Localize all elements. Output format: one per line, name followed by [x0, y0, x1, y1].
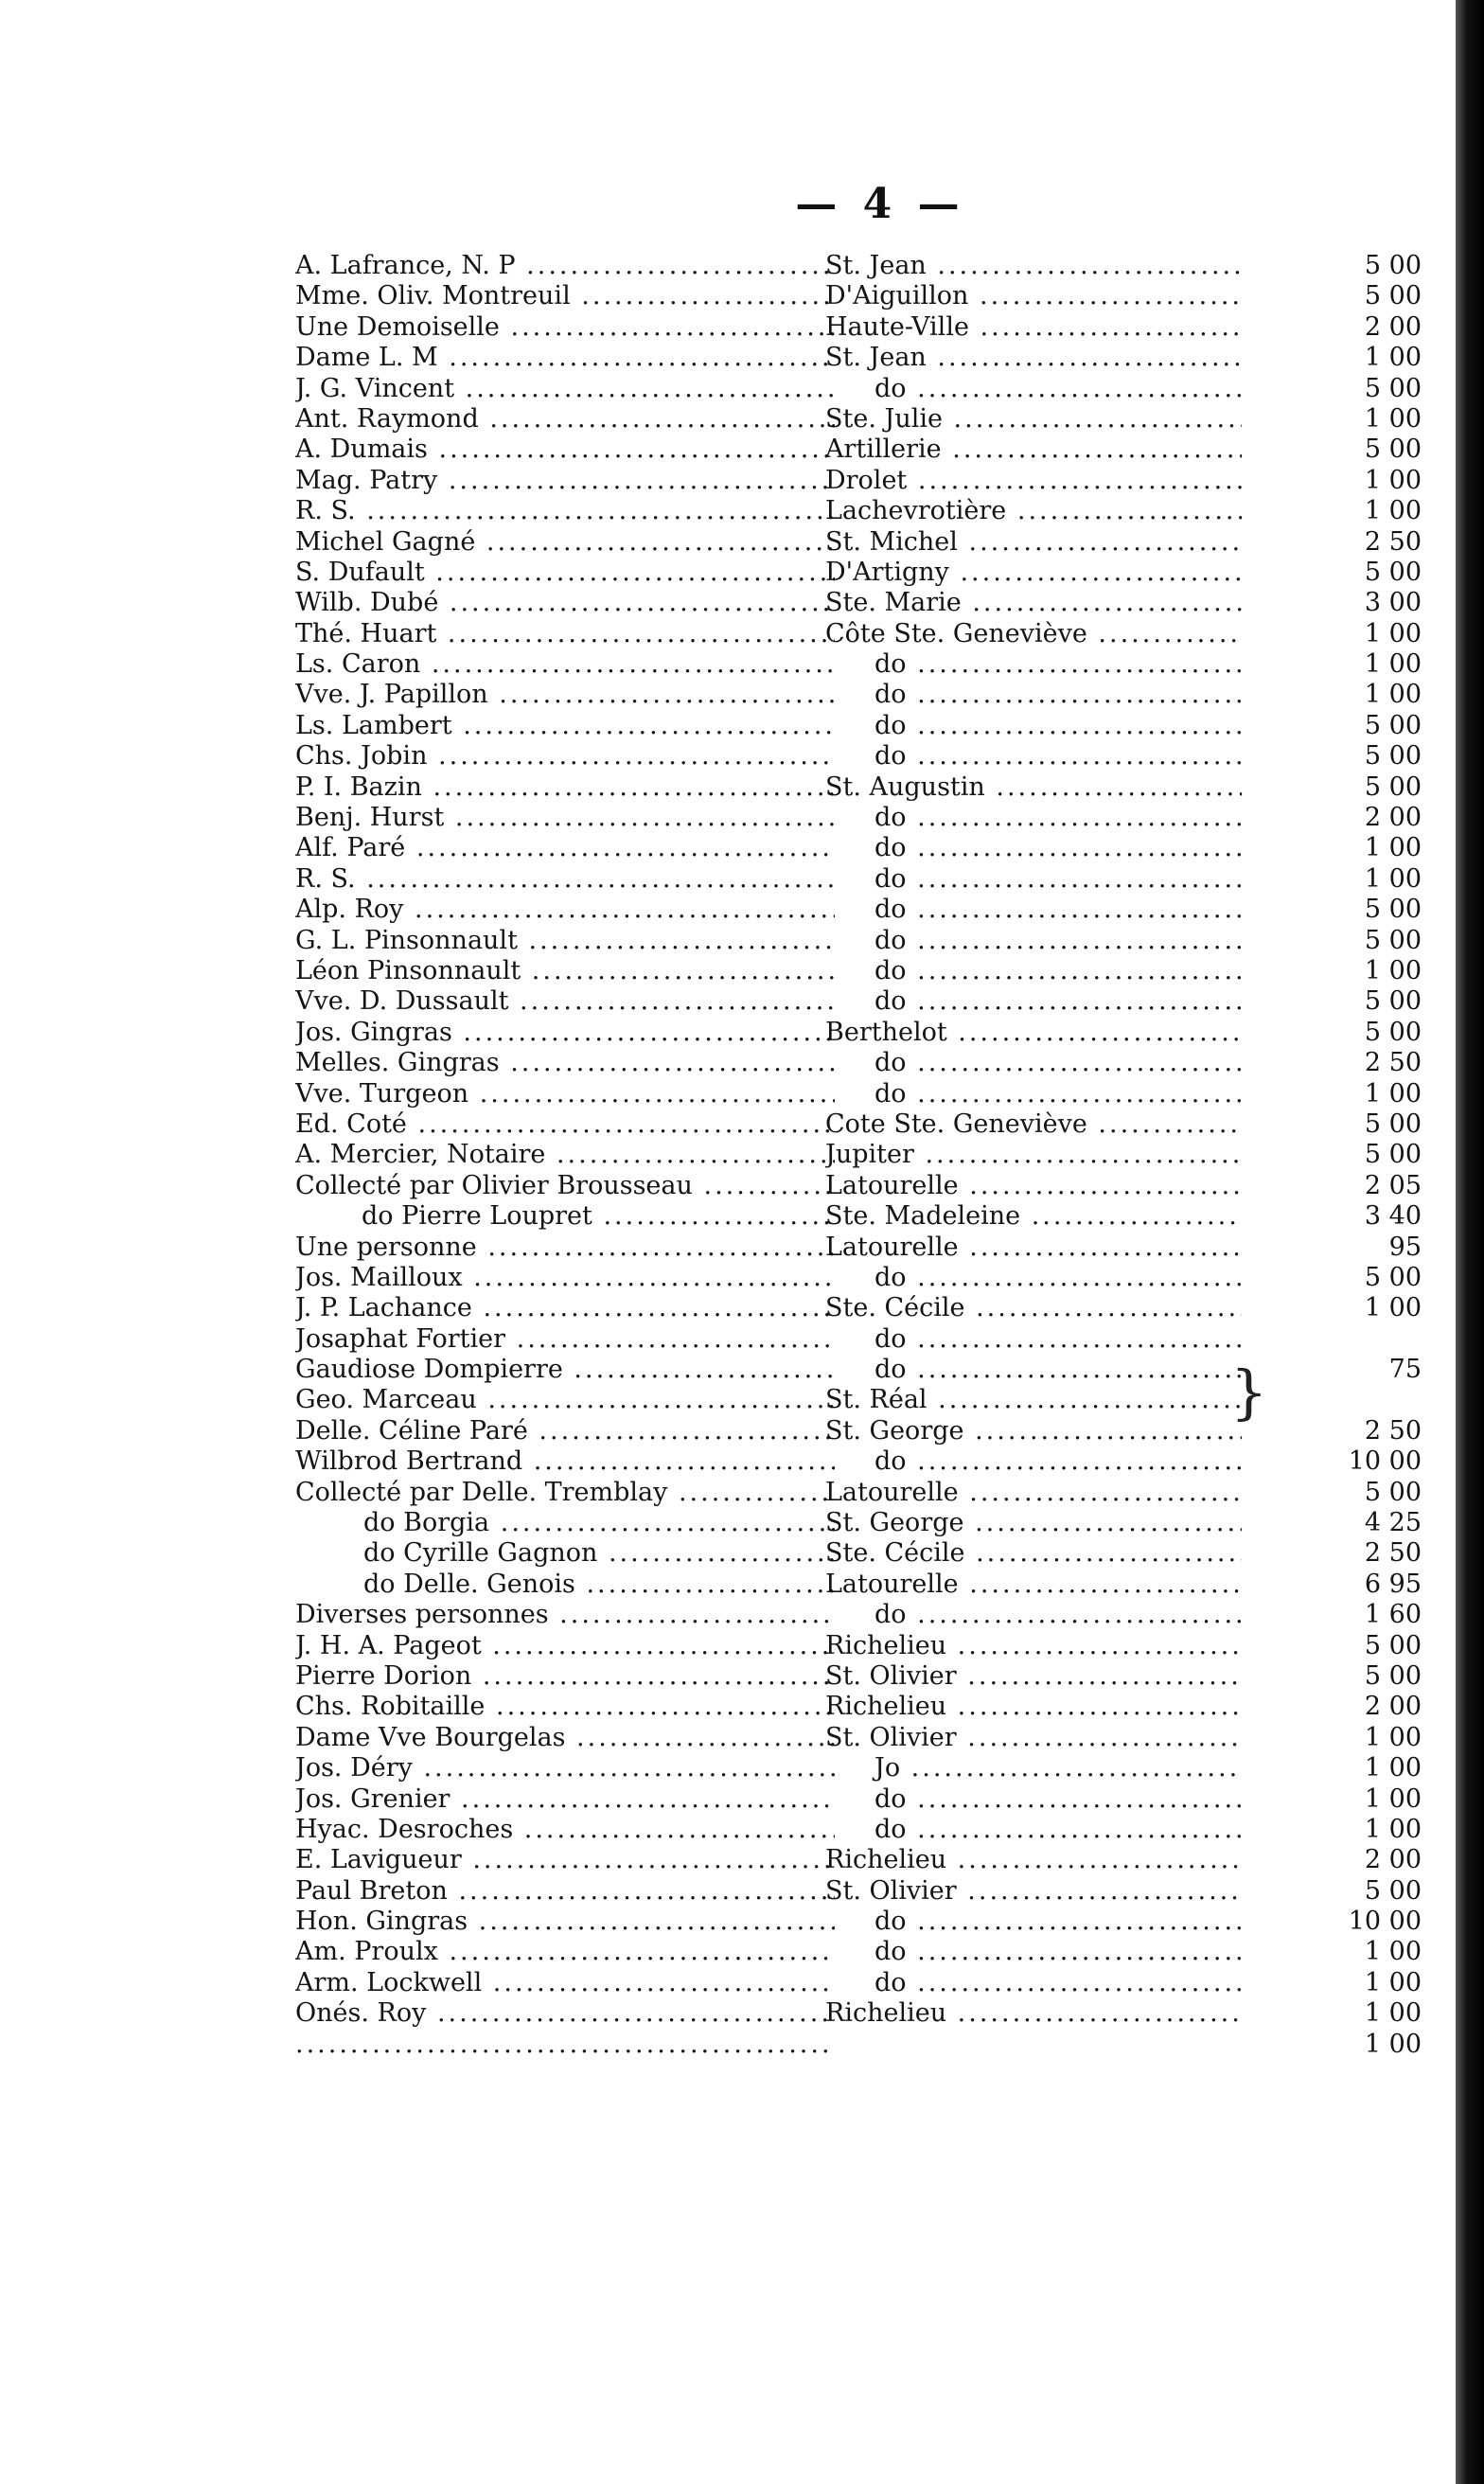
list-item: [295, 435, 1422, 465]
list-item: [295, 833, 1422, 863]
donor-name: Wilb. Dubé .....: [295, 588, 835, 618]
parish-place: Richelieu .....: [825, 1998, 1242, 2029]
amount: 1 00: [1364, 618, 1422, 648]
donor-name: Melles. Gingras .....: [295, 1048, 835, 1078]
donor-name: Hon. Gingras .....: [295, 1907, 835, 1937]
list-item: [295, 1876, 1422, 1907]
list-item: [295, 1845, 1422, 1875]
donor-name: Dame L. M .....: [295, 343, 835, 373]
list-item: [295, 649, 1422, 680]
donor-name: J. H. A. Pageot .....: [295, 1631, 835, 1661]
amount: 1 00: [1364, 955, 1422, 985]
list-item: [295, 1723, 1422, 1753]
list-item: [295, 986, 1422, 1017]
list-item: [295, 1784, 1422, 1815]
parish-place: St. Jean .....: [825, 343, 1242, 373]
list-item: [295, 680, 1422, 710]
parish-place: Ste. Madeleine .....: [825, 1201, 1242, 1232]
list-item: [295, 496, 1422, 526]
amount: 5 00: [1364, 1109, 1422, 1139]
donor-name: Jos. Grenier .....: [295, 1784, 835, 1815]
parish-place: Cote Ste. Geneviève .....: [825, 1109, 1242, 1140]
amount: 5 00: [1364, 710, 1422, 740]
parish-place: do .....: [825, 1263, 1242, 1293]
parish-place: St. Réal .....: [825, 1385, 1242, 1415]
list-item: [295, 711, 1422, 741]
parish-place: do .....: [825, 1600, 1242, 1630]
donor-name: S. Dufault .....: [295, 558, 835, 588]
list-item: [295, 1293, 1422, 1323]
parish-place: Richelieu .....: [825, 1845, 1242, 1875]
parish-place: do .....: [825, 1968, 1242, 1998]
list-item: [295, 312, 1422, 343]
list-item: [295, 1968, 1422, 1998]
donor-name: J. P. Lachance .....: [295, 1293, 835, 1323]
donor-name: Collecté par Delle. Tremblay .....: [295, 1478, 835, 1508]
amount: 1 00: [1364, 1814, 1422, 1844]
parish-place: Latourelle .....: [825, 1233, 1242, 1263]
amount: 1 00: [1364, 403, 1422, 434]
donor-name: Arm. Lockwell .....: [295, 1968, 835, 1998]
parish-place: do .....: [825, 680, 1242, 710]
parish-place: Ste. Cécile .....: [825, 1538, 1242, 1569]
donor-name: Thé. Huart .....: [295, 619, 835, 649]
list-item: [295, 404, 1422, 435]
donor-name: do Borgia .....: [295, 1508, 835, 1538]
list-item: [295, 1937, 1422, 1967]
parish-place: do .....: [825, 864, 1242, 895]
parish-place: St. Olivier .....: [825, 1661, 1242, 1692]
amount: 1 00: [1364, 1998, 1422, 2029]
donor-name: Ls. Caron .....: [295, 649, 835, 680]
amount: 1 00: [1364, 863, 1422, 894]
donor-name: Une personne .....: [295, 1233, 835, 1263]
amount: 2 50: [1364, 1415, 1422, 1446]
amount: 5 00: [1364, 772, 1422, 802]
parish-place: do .....: [825, 1784, 1242, 1815]
amount: 5 00: [1364, 1477, 1422, 1507]
list-item: [295, 466, 1422, 496]
donor-name: Josaphat Fortier .....: [295, 1324, 835, 1355]
donor-name: Dame Vve Bourgelas .....: [295, 1723, 835, 1753]
donor-name: Delle. Céline Paré .....: [295, 1416, 835, 1446]
parish-place: Jo .....: [825, 1753, 1242, 1783]
donor-name: Chs. Jobin .....: [295, 741, 835, 772]
donor-name: E. Lavigueur .....: [295, 1845, 835, 1875]
list-item: [295, 1324, 1422, 1355]
amount: 10 00: [1348, 1907, 1422, 1937]
parish-place: do .....: [825, 803, 1242, 833]
amount: 1 00: [1364, 1937, 1422, 1967]
parish-place: do .....: [825, 1079, 1242, 1109]
donor-name: Diverses personnes .....: [295, 1600, 835, 1630]
donor-name: Alp. Roy .....: [295, 895, 835, 925]
donor-name: Léon Pinsonnault .....: [295, 956, 835, 986]
list-item: [295, 1263, 1422, 1293]
book-spine-edge: [1456, 0, 1484, 2484]
donor-name: do Cyrille Gagnon .....: [295, 1538, 835, 1569]
list-item: [295, 588, 1422, 618]
list-item: [295, 1171, 1422, 1201]
donor-name: P. I. Bazin .....: [295, 772, 835, 803]
amount: 5 00: [1364, 1017, 1422, 1047]
donor-name: Onés. Roy .....: [295, 1998, 835, 2029]
parish-place: Ste. Marie .....: [825, 588, 1242, 618]
parish-place: St. George .....: [825, 1416, 1242, 1446]
parish-place: do .....: [825, 1446, 1242, 1477]
amount: 2 50: [1364, 526, 1422, 557]
amount: 5 00: [1364, 741, 1422, 772]
list-item: [295, 1109, 1422, 1140]
list-item: [295, 281, 1422, 311]
parish-place: Lachevrotière .....: [825, 496, 1242, 526]
parish-place: St. Michel .....: [825, 527, 1242, 558]
amount: 75: [1388, 1355, 1422, 1385]
donor-name: Une Demoiselle .....: [295, 312, 835, 343]
donor-name: Vve. Turgeon .....: [295, 1079, 835, 1109]
list-item: [295, 1692, 1422, 1722]
parish-place: Latourelle .....: [825, 1570, 1242, 1600]
list-item: [295, 1018, 1422, 1048]
list-item: [295, 803, 1422, 833]
parish-place: do .....: [825, 1324, 1242, 1355]
list-item: [295, 1815, 1422, 1845]
list-item: [295, 1907, 1422, 1937]
amount: 4 25: [1364, 1508, 1422, 1538]
parish-place: Latourelle .....: [825, 1478, 1242, 1508]
amount: 5 00: [1364, 1875, 1422, 1906]
list-item: [295, 374, 1422, 404]
list-item: [295, 1600, 1422, 1630]
donor-name: Mag. Patry .....: [295, 466, 835, 496]
donor-name: Jos. Mailloux .....: [295, 1263, 835, 1293]
donor-name: Ls. Lambert .....: [295, 711, 835, 741]
list-item: [295, 1079, 1422, 1109]
parish-place: Ste. Julie .....: [825, 404, 1242, 435]
donor-name: Paul Breton .....: [295, 1876, 835, 1907]
parish-place: Berthelot .....: [825, 1018, 1242, 1048]
donor-name: A. Mercier, Notaire .....: [295, 1140, 835, 1170]
list-item: [295, 1478, 1422, 1508]
amount: 2 00: [1364, 1845, 1422, 1875]
donor-name: Chs. Robitaille .....: [295, 1692, 835, 1722]
donor-name: R. S. .....: [295, 864, 835, 895]
list-item: [295, 558, 1422, 588]
list-item: [295, 1048, 1422, 1078]
list-item: [295, 1753, 1422, 1783]
donor-name: Hyac. Desroches .....: [295, 1815, 835, 1845]
donor-name: do Pierre Loupret .....: [295, 1201, 835, 1232]
donor-name: Am. Proulx .....: [295, 1937, 835, 1967]
parish-place: Richelieu .....: [825, 1692, 1242, 1722]
parish-place: do .....: [825, 1937, 1242, 1967]
amount: 2 05: [1364, 1170, 1422, 1200]
parish-place: do .....: [825, 956, 1242, 986]
parish-place: St. George .....: [825, 1508, 1242, 1538]
amount: 6 95: [1364, 1569, 1422, 1599]
donor-name: J. G. Vincent .....: [295, 374, 835, 404]
donor-name: Mme. Oliv. Montreuil .....: [295, 281, 835, 311]
donor-name: Michel Gagné .....: [295, 527, 835, 558]
amount: 1 00: [1364, 1783, 1422, 1814]
amount: 3 40: [1364, 1201, 1422, 1232]
donor-name: Ed. Coté .....: [295, 1109, 835, 1140]
parish-place: Haute-Ville .....: [825, 312, 1242, 343]
amount: 1 00: [1364, 649, 1422, 680]
amount: 5 00: [1364, 986, 1422, 1017]
amount: 5 00: [1364, 281, 1422, 311]
donor-name: Jos. Gingras .....: [295, 1018, 835, 1048]
amount: 5 00: [1364, 1262, 1422, 1292]
amount: 5 00: [1364, 373, 1422, 403]
subscription-list: [295, 251, 1422, 2060]
parish-place: do .....: [825, 986, 1242, 1017]
parish-place: St. Jean .....: [825, 251, 1242, 281]
list-item: [295, 1446, 1422, 1477]
parish-place: do .....: [825, 833, 1242, 863]
list-item: [295, 1998, 1422, 2029]
amount: 2 00: [1364, 311, 1422, 342]
parish-place: Artillerie .....: [825, 435, 1242, 465]
parish-place: Latourelle .....: [825, 1171, 1242, 1201]
amount: 5 00: [1364, 251, 1422, 280]
amount: 2 00: [1364, 1692, 1422, 1722]
amount: 2 50: [1364, 1048, 1422, 1078]
list-item: [295, 895, 1422, 925]
parish-place: D'Aiguillon .....: [825, 281, 1242, 311]
donor-name: A. Lafrance, N. P .....: [295, 251, 835, 281]
amount: 1 00: [1364, 1722, 1422, 1752]
list-item: [295, 1201, 1422, 1232]
donor-name: Vve. D. Dussault .....: [295, 986, 835, 1017]
list-item: [295, 1538, 1422, 1569]
amount: 5 00: [1364, 1630, 1422, 1660]
list-item: [295, 1570, 1422, 1600]
donor-name: Vve. J. Papillon .....: [295, 680, 835, 710]
amount: 95: [1388, 1232, 1422, 1262]
parish-place: St. Olivier .....: [825, 1723, 1242, 1753]
parish-place: Jupiter .....: [825, 1140, 1242, 1170]
parish-place: do .....: [825, 926, 1242, 956]
amount: 2 00: [1364, 803, 1422, 833]
amount: 1 00: [1364, 496, 1422, 526]
list-item: [295, 864, 1422, 895]
list-item: [295, 527, 1422, 558]
parish-place: St. Augustin .....: [825, 772, 1242, 803]
parish-place: do .....: [825, 711, 1242, 741]
parish-place: do .....: [825, 649, 1242, 680]
list-item: [295, 619, 1422, 649]
list-item: [295, 1140, 1422, 1170]
list-item: [295, 1233, 1422, 1263]
amount: 1 00: [1364, 1967, 1422, 1997]
parish-place: Richelieu .....: [825, 1631, 1242, 1661]
donor-name: Ant. Raymond .....: [295, 404, 835, 435]
grouping-brace: }: [1230, 1357, 1268, 1427]
list-item: [295, 956, 1422, 986]
amount: 1 60: [1364, 1600, 1422, 1630]
donor-name: Alf. Paré .....: [295, 833, 835, 863]
parish-place: do .....: [825, 1355, 1242, 1385]
donor-name: G. L. Pinsonnault .....: [295, 926, 835, 956]
page-number: — 4 —: [795, 180, 965, 228]
parish-place: D'Artigny .....: [825, 558, 1242, 588]
parish-place: Ste. Cécile .....: [825, 1293, 1242, 1323]
list-item: [295, 741, 1422, 772]
amount: 1 00: [1364, 1293, 1422, 1323]
donor-name: Collecté par Olivier Brousseau .....: [295, 1171, 835, 1201]
parish-place: do .....: [825, 1815, 1242, 1845]
list-item: [295, 343, 1422, 373]
amount: 1 00: [1364, 343, 1422, 373]
donor-name: do Delle. Genois .....: [295, 1570, 835, 1600]
amount: 2 50: [1364, 1538, 1422, 1569]
list-item: [295, 2030, 1422, 2060]
list-item: [295, 1508, 1422, 1538]
donor-name: A. Dumais .....: [295, 435, 835, 465]
parish-place: do .....: [825, 374, 1242, 404]
amount: 1 00: [1364, 2029, 1422, 2059]
donor-name: Benj. Hurst .....: [295, 803, 835, 833]
parish-place: St. Olivier .....: [825, 1876, 1242, 1907]
parish-place: do .....: [825, 1907, 1242, 1937]
list-item: [295, 772, 1422, 803]
amount: 3 00: [1364, 588, 1422, 618]
parish-place: Côte Ste. Geneviève .....: [825, 619, 1242, 649]
donor-name: [295, 2030, 835, 2060]
amount: 1 00: [1364, 833, 1422, 863]
parish-place: do .....: [825, 895, 1242, 925]
parish-place: Drolet .....: [825, 466, 1242, 496]
amount: 1 00: [1364, 1753, 1422, 1783]
amount: 5 00: [1364, 895, 1422, 925]
amount: 5 00: [1364, 925, 1422, 955]
donor-name: Geo. Marceau .....: [295, 1385, 835, 1415]
amount: 1 00: [1364, 465, 1422, 495]
amount: 5 00: [1364, 1140, 1422, 1170]
list-item: [295, 251, 1422, 281]
list-item: [295, 926, 1422, 956]
parish-place: do .....: [825, 1048, 1242, 1078]
donor-name: Pierre Dorion .....: [295, 1661, 835, 1692]
amount: 1 00: [1364, 680, 1422, 710]
donor-name: R. S. .....: [295, 496, 835, 526]
amount: 5 00: [1364, 557, 1422, 587]
donor-name: Jos. Déry .....: [295, 1753, 835, 1783]
amount: 1 00: [1364, 1078, 1422, 1109]
donor-name: Wilbrod Bertrand .....: [295, 1446, 835, 1477]
list-item: [295, 1661, 1422, 1692]
amount: 5 00: [1364, 1660, 1422, 1691]
parish-place: do .....: [825, 741, 1242, 772]
list-item: [295, 1631, 1422, 1661]
donor-name: Gaudiose Dompierre .....: [295, 1355, 835, 1385]
amount: 10 00: [1348, 1446, 1422, 1477]
amount: 5 00: [1364, 435, 1422, 465]
